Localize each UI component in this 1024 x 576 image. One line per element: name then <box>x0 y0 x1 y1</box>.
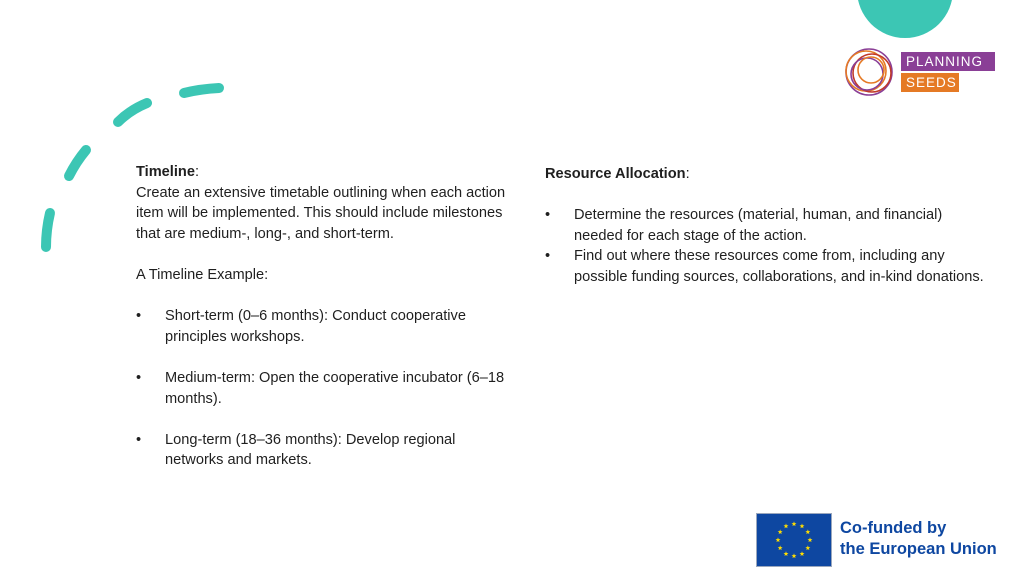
timeline-example-label: A Timeline Example: <box>136 266 269 283</box>
logo-word-planning: PLANNING <box>901 52 995 71</box>
list-item: • Long-term (18–36 months): Develop regional networks and markets. <box>136 430 516 471</box>
resource-heading-colon: : <box>685 166 690 182</box>
resource-heading <box>545 164 985 185</box>
list-item: • Medium-term: Open the cooperative incubator (6–18 months). <box>136 368 516 409</box>
eu-cofunded-label <box>840 518 997 560</box>
eu-flag-icon <box>756 513 832 567</box>
list-item: • Short-term (0–6 months): Conduct cooperative principles workshops. <box>136 306 516 347</box>
timeline-heading <box>136 162 516 183</box>
eu-star-icon <box>805 545 810 550</box>
planning-seeds-logo <box>840 44 1000 100</box>
decorative-circle <box>857 0 953 38</box>
resource-allocation-section <box>545 164 985 288</box>
list-item: • Determine the resources (material, human, and financial) needed for each stage of the action. <box>545 205 985 246</box>
eu-star-icon <box>784 524 789 529</box>
timeline-section <box>136 162 516 492</box>
eu-star-icon <box>776 537 781 542</box>
eu-star-icon <box>778 545 783 550</box>
resource-heading-text: Resource Allocation <box>545 166 686 182</box>
eu-label-line2: the European Union <box>840 540 997 558</box>
eu-star-icon <box>792 521 797 526</box>
eu-star-icon <box>784 551 789 556</box>
logo-word-seeds: SEEDS <box>901 73 959 92</box>
logo-rings-icon <box>840 44 900 100</box>
eu-star-icon <box>808 537 813 542</box>
eu-star-icon <box>805 529 810 534</box>
eu-star-icon <box>792 553 797 558</box>
timeline-heading-colon: : <box>194 164 200 180</box>
eu-star-icon <box>800 551 805 556</box>
timeline-list <box>136 306 516 471</box>
eu-label-line1: Co-funded by <box>840 519 947 537</box>
timeline-intro: Create an extensive timetable outlining when each action item will be implemented. This should include milestones that are medium-, long-, and short-term. <box>136 184 506 242</box>
eu-stars-icon <box>757 514 831 566</box>
eu-star-icon <box>800 524 805 529</box>
eu-star-icon <box>778 529 783 534</box>
timeline-heading-text: Timeline <box>136 164 195 180</box>
list-item: • Find out where these resources come from, including any possible funding sources, collaborations, and in-kind donations. <box>545 246 985 287</box>
resource-list <box>545 205 985 287</box>
